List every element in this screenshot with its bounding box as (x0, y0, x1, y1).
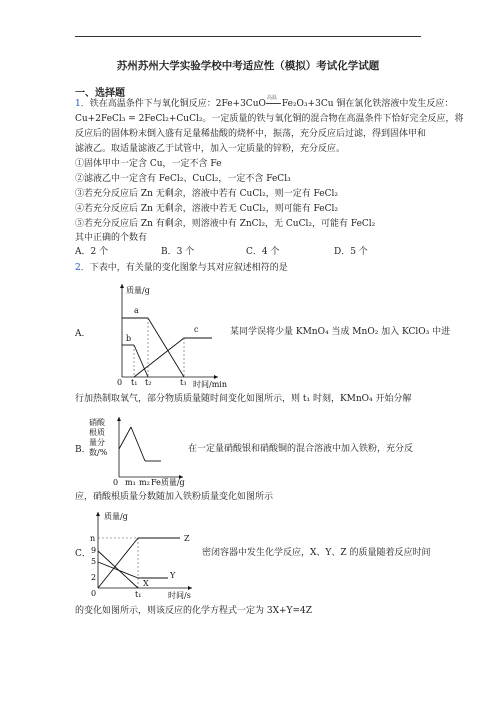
q1-statement-2: ②滤液乙中一定含有 FeCl₂、CuCl₂，一定不含 FeCl₃ (75, 174, 291, 184)
graph-a-y-arrow (120, 284, 124, 288)
q1-number: 1． (75, 99, 90, 109)
graph-b-origin: 0 (113, 478, 119, 487)
q2-number: 2． (75, 263, 90, 273)
q2-option-c-label: C． (75, 549, 91, 559)
graph-a-t2: t₂ (145, 378, 152, 387)
q1-statement-5: ⑤若充分反应后 Zn 有剩余，则溶液中有 ZnCl₂，无 CuCl₂，可能有 FeCl₂ (75, 219, 376, 229)
graph-b-xlabel: Fe质量/g (151, 478, 185, 487)
q2-c-desc-2: 的变化如图所示，则该反应的化学方程式一定为 3X+Y=4Z (75, 606, 312, 616)
q1-option-b: B．3 个 (161, 247, 195, 257)
graph-b-ylabel-3: 量分 (89, 438, 105, 447)
q1-condition: 高温 (266, 95, 277, 101)
graph-a-x-arrow (214, 375, 218, 379)
q2-stem-line (75, 262, 288, 275)
graph-c-x-arrow (188, 586, 192, 590)
page-title: 苏州苏州大学实验学校中考适应性（模拟）考试化学试题 (116, 60, 380, 72)
graph-c-n: n (90, 534, 96, 543)
graph-c-xlabel: 时间/s (168, 591, 191, 600)
graph-a-xlabel: 时间/min (193, 380, 227, 389)
q1-statement-1: ①固体甲中一定含 Cu，一定不含 Fe (75, 159, 222, 169)
graph-c-ylabel: 质量/g (104, 512, 128, 521)
q1-line-3: 反应后的固体粉末倒入盛有足量稀盐酸的烧杯中，振荡，充分反应后过滤，得到固体甲和 (75, 129, 427, 139)
graph-c-origin: 0 (91, 589, 97, 598)
graph-b-y-arrow (117, 417, 121, 421)
q1-option-c: C．4 个 (246, 247, 280, 257)
q2-graph-b (87, 411, 187, 489)
graph-b-ylabel-4: 数/% (89, 448, 108, 457)
graph-a-label-b: b (126, 334, 132, 343)
q1-line-2: Cu+2FeCl₃ = 2FeCl₂+CuCl₂。一定质量的铁与氧化铜的混合物在高温条件下恰好完全反应，将 (75, 114, 464, 124)
graph-c-t1: t₁ (135, 590, 142, 599)
graph-a-origin: 0 (117, 378, 123, 387)
q2-graph-c (88, 508, 200, 600)
graph-c-line-z-rise (98, 538, 138, 588)
q2-graph-a (114, 281, 232, 389)
graph-a-line-a-drop (148, 318, 184, 377)
graph-c-label-z: Z (184, 534, 190, 543)
q2-option-b-label: B． (75, 445, 91, 455)
q1-line-4: 滤液乙。取适量滤液乙于试管中，加入一定质量的锌粉，充分反应。 (75, 144, 346, 154)
q1-option-d: D．5 个 (334, 247, 368, 257)
q1-statement-4: ④若充分反应后 Zn 无剩余，溶液中若无 CuCl₂，则可能有 FeCl₂ (75, 204, 339, 214)
q2-c-desc-1: 密闭容器中发生化学反应，X、Y、Z 的质量随着反应时间 (202, 548, 431, 558)
q1-text-b: Fe₂O₃+3Cu 铜在氯化铁溶液中发生反应： (281, 99, 454, 109)
q2-b-desc-1: 在一定量硝酸银和硝酸铜的混合溶液中加入铁粉，充分反 (188, 444, 414, 454)
graph-a-line-b-drop (134, 345, 148, 377)
graph-b-m1: m₁ (125, 478, 136, 487)
q2-a-desc-2: 行加热制取氧气，部分物质质量随时间变化如图所示，则 t₁ 时刻，KMnO₄ 开始分解 (75, 394, 412, 404)
graph-c-v2: 2 (91, 573, 97, 582)
graph-b-line-rise (119, 427, 131, 449)
q2-a-desc-1: 某同学误将少量 KMnO₄ 当成 MnO₂ 加入 KClO₃ 中进 (230, 327, 451, 337)
q1-ask: 其中正确的个数有 (75, 233, 148, 243)
graph-a-line-c-rise (134, 338, 184, 377)
graph-b-ylabel-1: 硝酸 (89, 418, 105, 427)
q2-option-a-label: A． (75, 329, 91, 339)
header-rule (75, 36, 421, 37)
q1-line-1 (75, 95, 454, 111)
q2-stem: 下表中，有关量的变化图象与其对应叙述相符的是 (89, 263, 288, 273)
graph-c-line-y-drop (98, 562, 138, 578)
graph-a-label-c: c (194, 325, 199, 334)
graph-c-v5: 5 (91, 557, 97, 566)
graph-b-m2: m₂ (139, 478, 150, 487)
graph-a-t3: t₃ (180, 378, 187, 387)
q2-b-desc-2: 应，硝酸根质量分数随加入铁粉质量变化如图所示 (75, 492, 274, 502)
graph-a-label-a: a (134, 306, 139, 315)
q1-option-a: A．2 个 (75, 247, 109, 257)
graph-c-y-arrow (96, 512, 100, 516)
graph-b-line-drop (131, 427, 145, 461)
graph-a-t1: t₁ (131, 378, 138, 387)
graph-c-label-x: X (143, 579, 149, 588)
q1-statement-3: ③若充分反应后 Zn 无剩余，溶液中若有 CuCl₂，则一定有 FeCl₂ (75, 189, 339, 199)
section-heading: 一、选择题 (75, 88, 125, 99)
q1-equals-line (266, 103, 281, 104)
graph-c-line-x-drop (98, 551, 138, 588)
graph-a-ylabel: 质量/g (126, 286, 150, 295)
graph-c-label-y: Y (170, 571, 176, 580)
q1-text: 铁在高温条件下与氧化铜反应：2Fe+3CuO (89, 99, 266, 109)
graph-c-v9: 9 (91, 546, 97, 555)
graph-b-ylabel-2: 根质 (89, 428, 105, 437)
